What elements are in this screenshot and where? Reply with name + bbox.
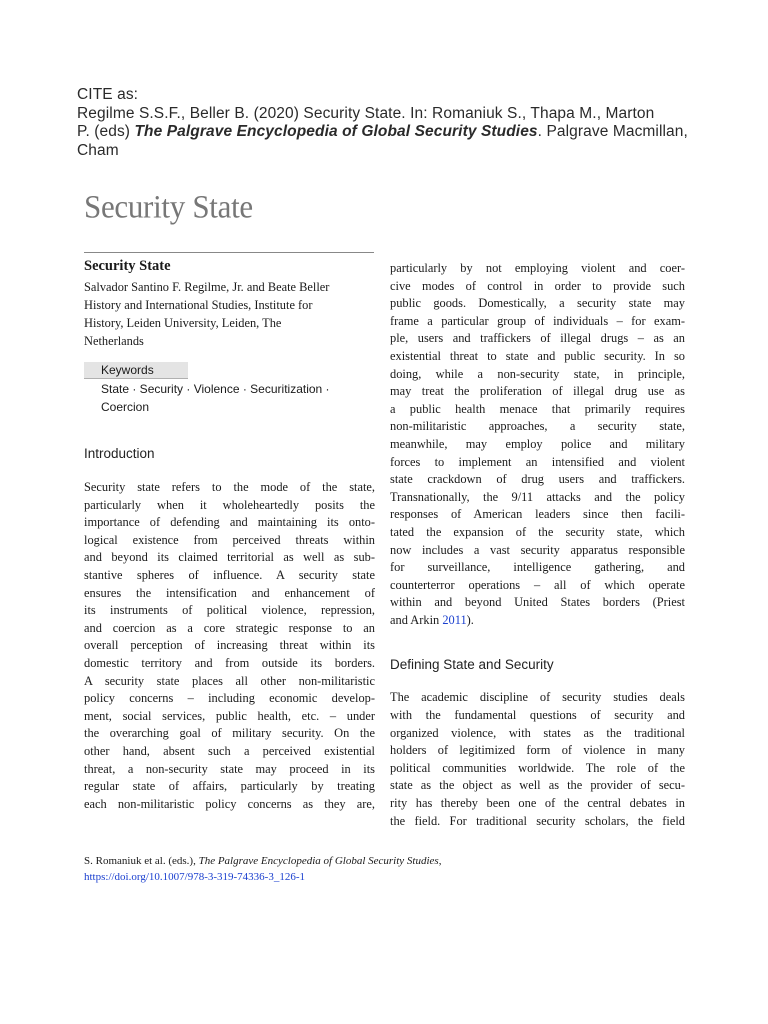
text-line: counterterror operations – all of which operate [390,577,685,592]
text-line: The academic discipline of security studies deals [390,690,685,705]
introduction-heading: Introduction [84,446,155,461]
text-line: regular state of affairs, particularly by treating [84,779,375,794]
text-line: meanwhile, may employ police and military [390,436,685,451]
text-line: public goods. Domestically, a security state may [390,296,685,311]
citation-book-title: The Palgrave Encyclopedia of Global Security Studies [134,123,538,140]
text-line: ple, users and traffickers of illegal drugs – as an [390,331,685,346]
text-line: Security state refers to the mode of the state, [84,480,375,494]
affiliation-line: History, Leiden University, Leiden, The [84,316,282,330]
text-line: cive modes of control in order to provide such [390,278,685,293]
text-line: stantive spheres of influence. A security state [84,567,375,582]
entry-authors: Salvador Santino F. Regilme, Jr. and Beate Beller [84,280,330,294]
text-line: tated the expansion of the security state, which [390,524,685,539]
chapter-title: Security State [84,188,253,225]
text-line: and coercion as a core strategic response to an [84,620,375,635]
text-line: now includes a vast security apparatus responsible [390,542,685,557]
doi-link[interactable]: https://doi.org/10.1007/978-3-319-74336-3_126-1 [84,871,306,883]
reference-link-priest-arkin-2011[interactable]: 2011 [442,612,467,627]
affiliation-line: History and International Studies, Institute for [84,298,313,312]
footer-book-title: The Palgrave Encyclopedia of Global Security Studies [198,855,439,867]
text-line: overall perception of increasing threat within its [84,638,375,653]
text-line: logical existence from perceived threats within [84,532,375,547]
affiliation-line: Netherlands [84,334,144,348]
text-line: Transnationally, the 9/11 attacks and the policy [390,489,685,504]
text-line: a public health menace that primarily requires [390,401,685,416]
text-line: political communities worldwide. The role of the [390,760,685,775]
text-line: existential threat to state and public security. In so [390,348,685,363]
text-line: and Arkin 2011). [390,612,474,627]
title-divider [84,252,374,253]
text-line: and beyond its claimed territorial as well as sub- [84,550,375,565]
text-line: particularly by not employing violent and coer- [390,261,685,275]
citation-line-1: Regilme S.S.F., Beller B. (2020) Security State. In: Romaniuk S., Thapa M., Marton [77,104,655,122]
text-line: state crackdown of drug users and traffickers. [390,472,685,487]
citation-line-3: Cham [77,141,119,159]
text-line: for surveillance, intelligence gathering, and [390,560,685,575]
left-column [84,256,375,813]
defining-text [390,689,685,830]
text-line: rity has thereby been one of the central debates in [390,796,685,811]
keywords-list [84,380,375,416]
citation-block [77,86,697,160]
entry-title: Security State [84,258,171,274]
keywords-line: State · Security · Violence · Securitization · [101,382,330,396]
text-line: non-militaristic approaches, a security state, [390,419,685,434]
text-line: domestic territory and from outside its borders. [84,655,375,670]
text-line: with the fundamental questions of security and [390,708,685,723]
text-line: its instruments of political violence, repression, [84,603,375,618]
text-line: other hand, absent such a perceived existential [84,743,375,758]
text-line: holders of legitimized form of violence in many [390,743,685,758]
text-line: policy concerns – including economic develop- [84,691,375,706]
keywords-line: Coercion [101,400,150,414]
text-line: particularly when it wholeheartedly posits the [84,497,375,512]
introduction-text [84,479,375,813]
citation-line-2: P. (eds) The Palgrave Encyclopedia of Global Security Studies. Palgrave Macmillan, [77,123,688,140]
text-line: the overarching goal of military security. On the [84,726,375,741]
text-line: ensures the intensification and enhancement of [84,585,375,600]
text-line: may treat the proliferation of illegal drug use as [390,384,685,399]
text-line: A security state places all other non-militaristic [84,673,375,688]
text-line: the field. For traditional security scholars, the field [390,813,685,828]
right-column [390,260,685,830]
text-line: doing, while a non-security state, in principle, [390,366,685,381]
text-line: state as the object as well as the provider of secu- [390,778,685,793]
citation-label: CITE as: [77,86,139,103]
text-line: ment, social services, public health, etc. – under [84,708,375,723]
page-footer [84,853,684,885]
introduction-continued-text [390,260,685,629]
text-line: threat, a non-security state may proceed in its [84,761,375,776]
text-line: forces to implement an intensified and violent [390,454,685,469]
defining-heading: Defining State and Security [390,657,554,673]
text-line: organized violence, with states as the traditional [390,725,685,740]
keywords-heading: Keywords [84,362,188,379]
text-line: responses of American leaders since then facili- [390,507,685,522]
text-line: within and beyond United States borders (Priest [390,595,685,610]
text-line: importance of defending and maintaining its onto- [84,515,375,530]
footer-citation: S. Romaniuk et al. (eds.), The Palgrave Encyclopedia of Global Security Studies, [84,855,442,867]
text-line: each non-militaristic policy concerns as they are, [84,796,375,811]
text-line: frame a particular group of individuals – for exam- [390,313,685,328]
